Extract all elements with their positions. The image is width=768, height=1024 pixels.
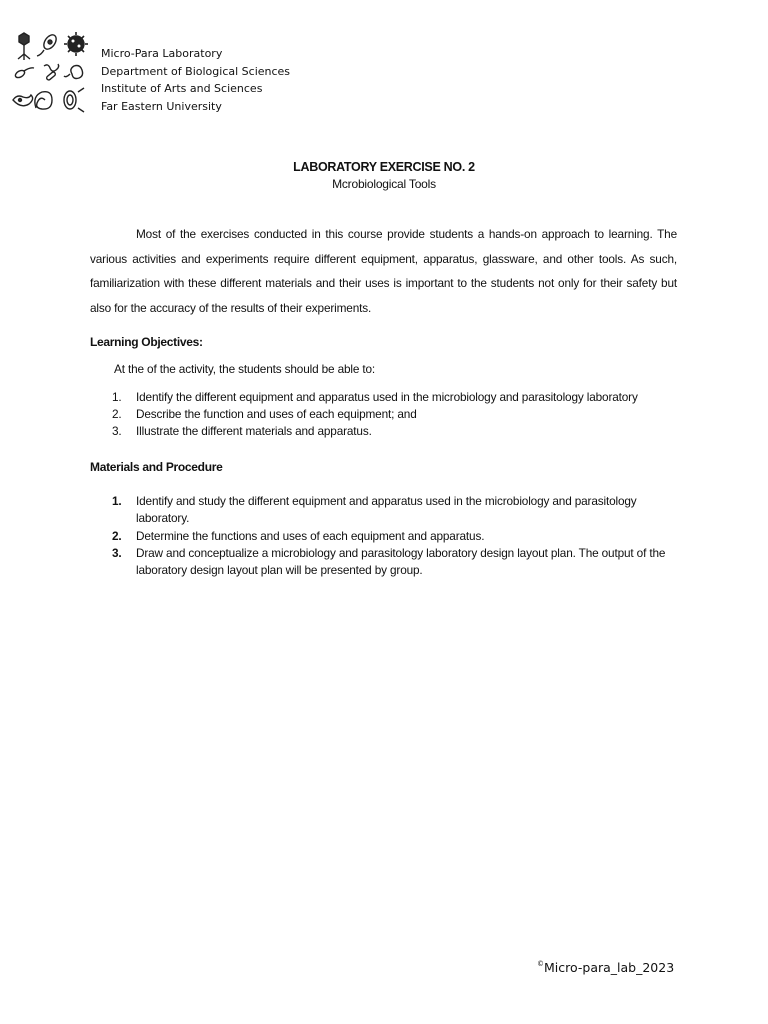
list-item: 1. Identify the different equipment and apparatus used in the microbiology and parasitology laboratory <box>112 390 638 404</box>
intro-paragraph: Most of the exercises conducted in this course provide students a hands-on approach to learning. The various activities and experiments require different equipment, apparatus, glassware, and other tools. As such, familiarization with these different materials and their uses is important to the students not only for their safety but also for the accuracy of the results of their experiments. <box>90 227 677 315</box>
university-name: Far Eastern University <box>101 99 222 113</box>
exercise-title: LABORATORY EXERCISE NO. 2 <box>293 160 475 174</box>
objectives-heading: Learning Objectives: <box>90 335 203 349</box>
list-item: 2. Determine the functions and uses of each equipment and apparatus. <box>112 528 485 543</box>
list-item: 3. Illustrate the different materials and apparatus. <box>112 424 372 438</box>
objectives-list <box>112 389 672 440</box>
microbes-logo-icon <box>8 30 94 116</box>
exercise-subtitle: Mcrobiological Tools <box>332 177 436 191</box>
copyright-text: Micro-para_lab_2023 <box>544 960 675 975</box>
objectives-lead: At the of the activity, the students should be able to: <box>114 362 376 376</box>
organization-block <box>101 45 290 115</box>
department-name: Department of Biological Sciences <box>101 64 291 78</box>
list-item: 1. Identify and study the different equipment and apparatus used in the microbiology and parasitology laboratory. <box>112 494 637 525</box>
list-item: 3. Draw and conceptualize a microbiology and parasitology laboratory design layout plan. The output of the laboratory design layout plan will be presented by group. <box>112 546 666 577</box>
materials-list <box>112 493 672 580</box>
lab-name: Micro-Para Laboratory <box>101 47 223 60</box>
institute-name: Institute of Arts and Sciences <box>101 82 263 95</box>
materials-heading: Materials and Procedure <box>90 460 223 474</box>
copyright-footer <box>537 960 674 975</box>
copyright-symbol: © <box>537 959 544 968</box>
list-item: 2. Describe the function and uses of each equipment; and <box>112 407 417 421</box>
